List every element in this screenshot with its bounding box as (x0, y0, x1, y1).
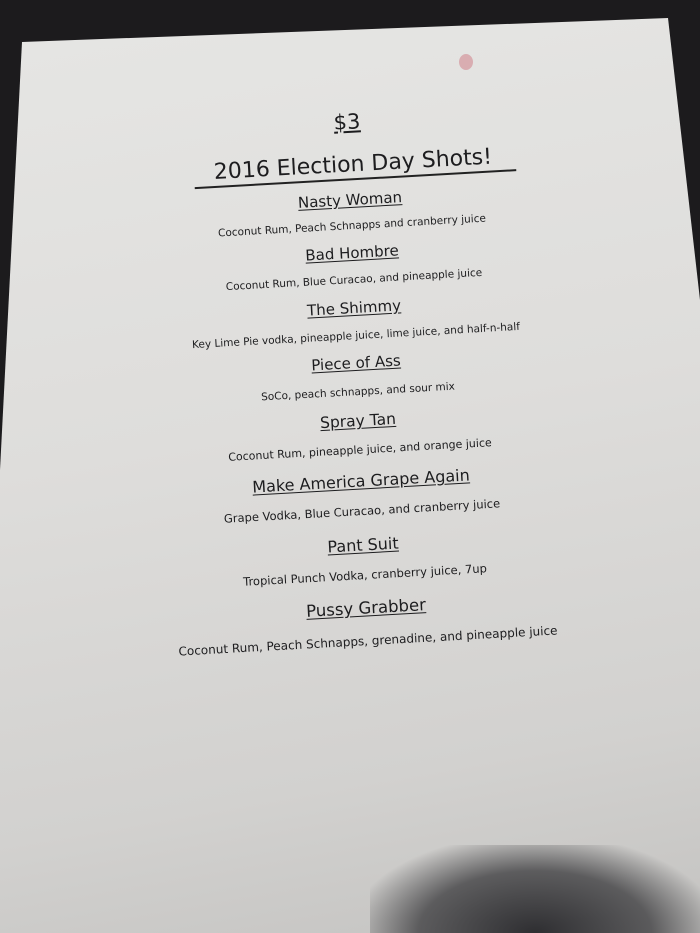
menu-title: 2016 Election Day Shots! (213, 144, 493, 187)
item-description: Coconut Rum, Peach Schnapps, grenadine, and pineapple juice (178, 623, 558, 659)
shadow (370, 845, 700, 933)
item-name: Make America Grape Again (251, 465, 471, 497)
stain-mark (459, 54, 473, 70)
item-name: Nasty Woman (297, 188, 403, 212)
item-name: Piece of Ass (310, 351, 402, 375)
item-description: Grape Vodka, Blue Curacao, and cranberry juice (223, 496, 501, 526)
item-description: Tropical Punch Vodka, cranberry juice, 7up (242, 561, 488, 589)
item-name: Bad Hombre (304, 241, 400, 265)
item-name: Spray Tan (319, 409, 397, 433)
item-name: The Shimmy (306, 296, 402, 320)
item-description: Coconut Rum, pineapple juice, and orange juice (227, 436, 493, 464)
item-description: Key Lime Pie vodka, pineapple juice, lime juice, and half-n-half (191, 320, 521, 352)
item-description: SoCo, peach schnapps, and sour mix (260, 380, 456, 404)
menu-price: $3 (332, 109, 362, 135)
item-description: Coconut Rum, Peach Schnapps and cranberry juice (217, 212, 487, 240)
item-name: Pussy Grabber (305, 595, 427, 621)
item-description: Coconut Rum, Blue Curacao, and pineapple juice (225, 266, 483, 294)
item-name: Pant Suit (326, 533, 400, 557)
